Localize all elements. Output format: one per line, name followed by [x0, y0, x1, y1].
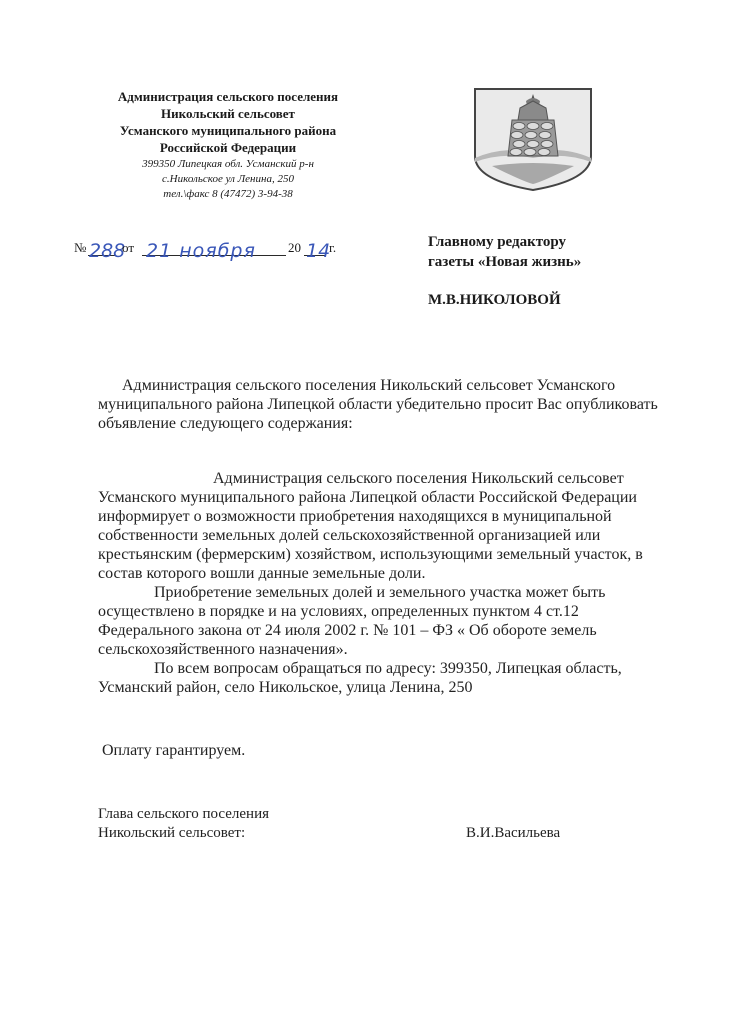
org-address-line-2: с.Никольское ул Ленина, 250	[162, 173, 294, 185]
announcement-paragraph-3: По всем вопросам обращаться по адресу: 399350, Липецкая область, Усманский район, село Никольское, улица Ленина, 250	[98, 660, 622, 696]
handwritten-number: 288	[89, 240, 126, 262]
announcement-block	[98, 469, 668, 697]
org-name-line-1: Администрация сельского поселения	[117, 89, 339, 104]
handwritten-date: 21 ноября	[146, 240, 256, 262]
org-name-line-4: Российской Федерации	[159, 140, 297, 155]
org-name-line-3: Усманского муниципального района	[119, 123, 337, 138]
outgoing-reference	[74, 234, 374, 260]
announcement-paragraph-1: Администрация сельского поселения Никольский сельсовет Усманского муниципального района Липецкой области Российской Федерации информирует о возможности приобретения находящихся в муниципальной собственности земельных долей сельскохозяйственной организацией или крестьянским (фермерским) хозяйством, использующими земельный участок, в состав которого вошли данные земельные доли.	[98, 470, 643, 582]
signatory-title-line-2: Никольский сельсовет:	[98, 825, 246, 841]
payment-guarantee: Оплату гарантируем.	[102, 742, 246, 759]
intro-text: Администрация сельского поселения Никольский сельсовет Усманского муниципального района Липецкой области убедительно просит Вас опубликовать объявление следующего содержания:	[98, 377, 658, 432]
addressee-line-1: Главному редактору	[428, 234, 567, 250]
from-label: от	[122, 240, 135, 255]
number-sign: №	[74, 240, 87, 255]
signatory-title-line-1: Глава сельского поселения	[98, 806, 270, 822]
coat-of-arms-emblem	[472, 86, 594, 192]
announcement-paragraph-2: Приобретение земельных долей и земельного участка может быть осуществлено в порядке и на условиях, определенных пунктом 4 ст.12 Федерального закона от 24 июля 2002 г. № 101 – ФЗ « Об обороте земель сельскохозяйственного назначения».	[98, 584, 606, 658]
intro-paragraph	[98, 376, 668, 433]
addressee-name: М.В.НИКОЛОВОЙ	[428, 292, 561, 308]
org-phone-line: тел.\факс 8 (47472) 3-94-38	[163, 188, 293, 200]
signatory-name: В.И.Васильева	[466, 825, 561, 841]
org-address-line-1: 399350 Липецкая обл. Усманский р-н	[142, 158, 314, 170]
addressee-line-2: газеты «Новая жизнь»	[428, 254, 582, 270]
org-name-line-2: Никольский сельсовет	[161, 106, 295, 121]
handwritten-year: 14	[306, 240, 331, 262]
year-label: г.	[329, 240, 337, 255]
year-prefix: 20	[288, 240, 301, 255]
